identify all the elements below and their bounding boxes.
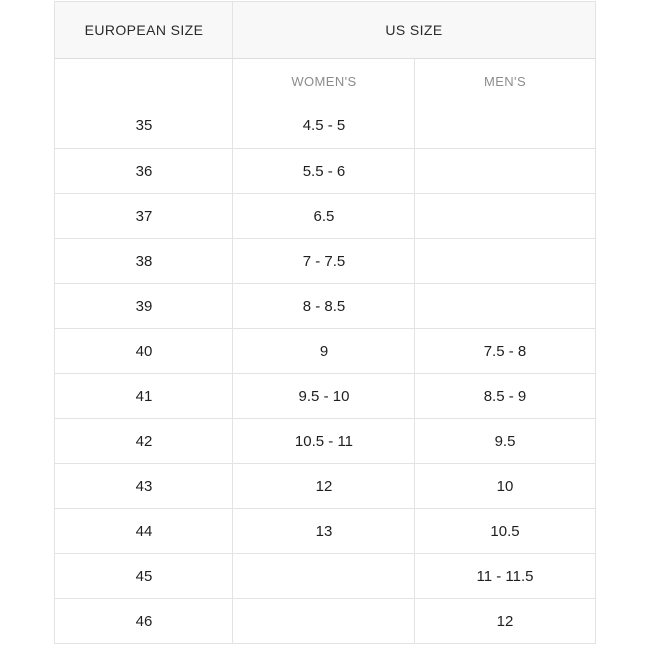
cell-mens-35 [415,59,595,149]
eu-size-value: 44 [55,509,233,554]
womens-size-value: 4.5 - 5 [302,117,346,134]
eu-size-value: 41 [55,374,233,419]
womens-size-value [233,599,415,644]
eu-size-value: 45 [55,554,233,599]
womens-size-value: 12 [233,464,415,509]
dual-cell [233,59,414,148]
womens-size-value: 10.5 - 11 [233,419,415,464]
table-row-35 [55,59,595,149]
womens-size-value: 9 [233,329,415,374]
header-european-size: EUROPEAN SIZE [55,2,233,59]
mens-size-value [415,194,595,239]
womens-size-value: 7 - 7.5 [233,239,415,284]
mens-size-value [415,239,595,284]
eu-size-value: 35 [135,117,153,134]
subheader-mens: MEN'S [483,73,527,89]
eu-size-value: 46 [55,599,233,644]
cell-eu-35 [55,59,233,149]
table-row-37 [55,194,595,239]
table-row-46 [55,599,595,644]
eu-size-value: 38 [55,239,233,284]
womens-size-value [233,554,415,599]
subheader-empty [55,59,232,103]
table-row-43 [55,464,595,509]
mens-size-value: 11 - 11.5 [415,554,595,599]
mens-size-value: 9.5 [415,419,595,464]
womens-size-value: 8 - 8.5 [233,284,415,329]
eu-size-value: 36 [55,149,233,194]
mens-size-value: 8.5 - 9 [415,374,595,419]
subheader-womens: WOMEN'S [291,73,357,89]
header-us-size: US SIZE [233,2,595,59]
table-header-row [55,2,595,59]
table-row-45 [55,554,595,599]
table-row-38 [55,239,595,284]
table-row-40 [55,329,595,374]
eu-size-value: 37 [55,194,233,239]
eu-size-value: 39 [55,284,233,329]
womens-size-value: 6.5 [233,194,415,239]
mens-size-value [415,284,595,329]
womens-size-value: 5.5 - 6 [233,149,415,194]
table-row-39 [55,284,595,329]
eu-size-value: 42 [55,419,233,464]
table-row-42 [55,419,595,464]
mens-size-value: 12 [415,599,595,644]
mens-size-value: 7.5 - 8 [415,329,595,374]
mens-size-value: 10 [415,464,595,509]
womens-size-value: 13 [233,509,415,554]
womens-size-value: 9.5 - 10 [233,374,415,419]
size-conversion-table [54,1,595,644]
mens-size-value: 10.5 [415,509,595,554]
cell-womens-35 [233,59,415,149]
mens-size-value [415,103,594,148]
eu-size-value: 43 [55,464,233,509]
table-row-36 [55,149,595,194]
dual-cell [415,59,594,148]
table-row-44 [55,509,595,554]
dual-cell [55,59,232,148]
table-row-41 [55,374,595,419]
mens-size-value [415,149,595,194]
eu-size-value: 40 [55,329,233,374]
